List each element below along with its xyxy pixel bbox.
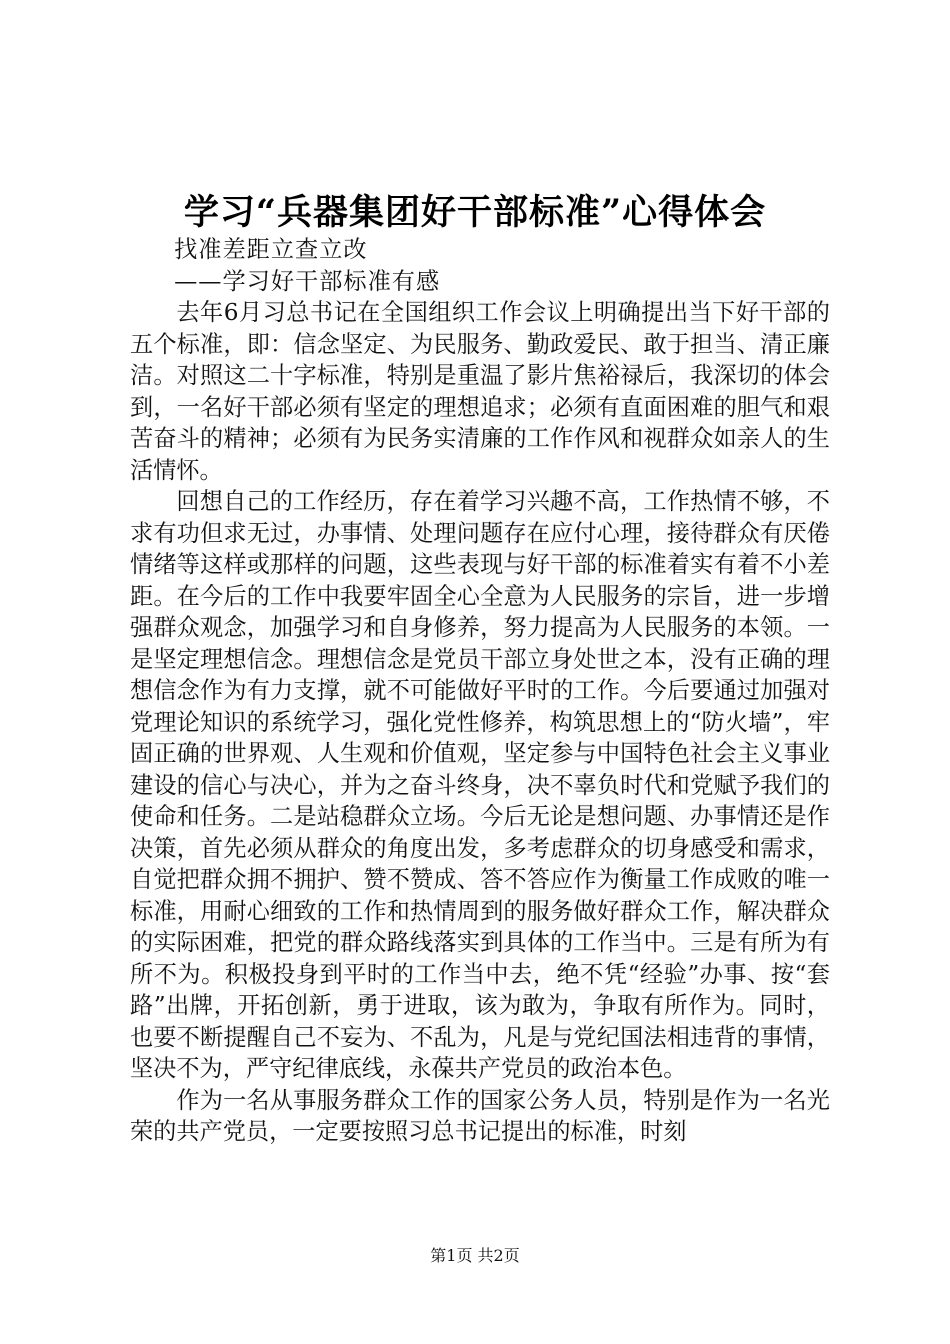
document-title: 学习“兵器集团好干部标准”心得体会 xyxy=(183,192,767,233)
document-subtitle-2: ——学习好干部标准有感 xyxy=(174,267,441,295)
paragraph: 回想自己的工作经历，存在着学习兴趣不高，工作热情不够，不求有功但求无过，办事情、处理问题存在应付心理，接待群众有厌倦情绪等这样或那样的问题，这些表现与好干部的标准着实有着不小差距。在今后的工作中我要牢固全心全意为人民服务的宗旨，进一步增强群众观念，加强学习和自身修养，努力提高为人民服务的本领。一是坚定理想信念。理想信念是党员干部立身处世之本，没有正确的理想信念作为有力支撑，就不可能做好平时的工作。今后要通过加强对党理论知识的系统学习，强化党性修养，构筑思想上的“防火墙”，牢固正确的世界观、人生观和价值观，坚定参与中国特色社会主义事业建设的信心与决心，并为之奋斗终身，决不辜负时代和党赋予我们的使命和任务。二是站稳群众立场。今后无论是想问题、办事情还是作决策，首先必须从群众的角度出发，多考虑群众的切身感受和需求，自觉把群众拥不拥护、赞不赞成、答不答应作为衡量工作成败的唯一标准，用耐心细致的工作和热情周到的服务做好群众工作，解决群众的实际困难，把党的群众路线落实到具体的工作当中。三是有所为有所不为。积极投身到平时的工作当中去，绝不凭“经验”办事、按“套路”出牌，开拓创新，勇于进取，该为敢为，争取有所作为。同时，也要不断提醒自己不妄为、不乱为，凡是与党纪国法相违背的事情，坚决不为，严守纪律底线，永葆共产党员的政治本色。 xyxy=(130,488,830,1082)
document-body xyxy=(130,234,830,1148)
paragraph: 作为一名从事服务群众工作的国家公务人员，特别是作为一名光荣的共产党员，一定要按照习总书记提出的标准，时刻 xyxy=(130,1086,830,1145)
paragraph: 去年6月习总书记在全国组织工作会议上明确提出当下好干部的五个标准，即：信念坚定、为民服务、勤政爱民、敢于担当、清正廉洁。对照这二十字标准，特别是重温了影片焦裕禄后，我深切的体会到，一名好干部必须有坚定的理想追求；必须有直面困难的胆气和艰苦奋斗的精神；必须有为民务实清廉的工作作风和视群众如亲人的生活情怀。 xyxy=(130,299,830,484)
page-footer: 第1页 共2页 xyxy=(430,1246,520,1265)
document-subtitle: 找准差距立查立改 xyxy=(174,236,368,263)
